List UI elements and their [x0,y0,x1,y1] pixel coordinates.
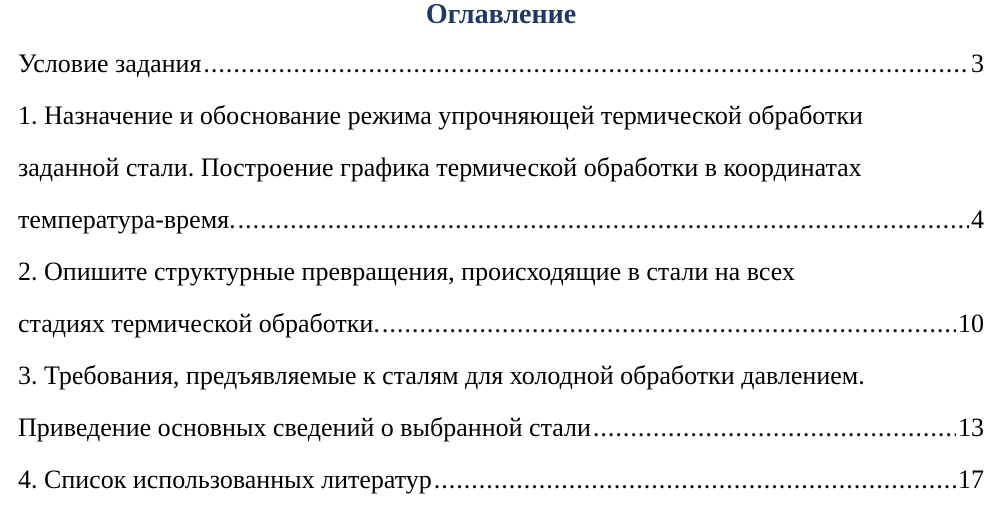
toc-entry-text-line: заданной стали. Построение графика термической обработки в координатах [18,153,862,182]
toc-entry-text: температура-время. [18,205,236,234]
toc-page-number: 3 [971,49,984,78]
toc-page-number: 17 [958,465,984,494]
toc-title: Оглавление [425,0,577,30]
toc-entry-section-2[interactable] [18,246,984,350]
dot-leader [593,402,956,454]
toc-entry-section-1[interactable] [18,90,984,246]
toc-entry-task-statement[interactable] [18,38,984,90]
toc-entry-text-line: 2. Опишите структурные превращения, происходящие в стали на всех [18,257,795,286]
toc-leader-line [18,298,984,350]
toc-entry-text: Приведение основных сведений о выбранной стали [18,413,591,442]
dot-leader [203,38,969,90]
toc-entry-text-line: 3. Требования, предъявляемые к сталям для холодной обработки давлением. [18,361,865,390]
toc-page-number: 4 [971,205,984,234]
toc-leader-line [18,402,984,454]
toc-entry-section-3[interactable] [18,350,984,454]
toc-page-number: 10 [958,309,984,338]
dot-leader [434,454,956,506]
toc-page-number: 13 [958,413,984,442]
toc-entry-text: стадиях термической обработки. [18,309,380,338]
toc-entry-text-line: 1. Назначение и обоснование режима упрочняющей термической обработки [18,101,863,130]
table-of-contents [18,38,984,506]
toc-leader-line [18,194,984,246]
toc-entry-text: 4. Список использованных литератур [18,465,432,494]
dot-leader [382,298,956,350]
toc-entry-section-4[interactable] [18,454,984,506]
toc-leader-line [18,454,984,506]
dot-leader [238,194,969,246]
toc-leader-line [18,38,984,90]
toc-entry-text: Условие задания [18,49,202,78]
